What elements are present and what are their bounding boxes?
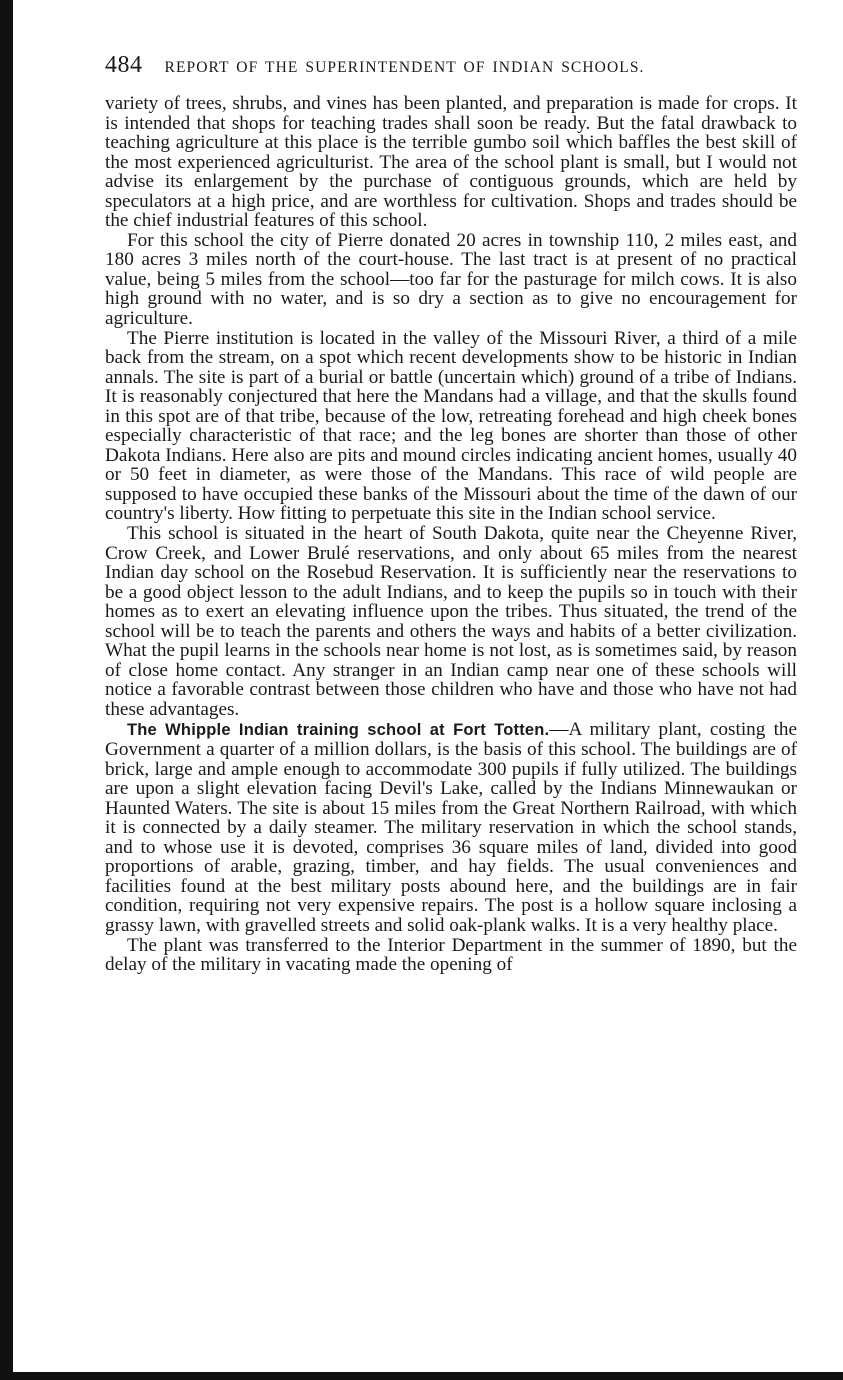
section-heading-fort-totten: The Whipple Indian training school at Fort Totten. [127,720,550,739]
running-title: REPORT OF THE SUPERINTENDENT OF INDIAN SCHOOLS. [164,59,645,76]
scan-shadow-bottom [0,1372,843,1380]
paragraph-pierre-site: The Pierre institution is located in the valley of the Missouri River, a third of a mile back from the stream, on a spot which recent developments show to be historic in Indian annals. The site is part of a burial or battle (uncertain which) ground of a tribe of Indians. It is reasonably conjectured that here the Mandans had a village, and that the skulls found in this spot are of that tribe, because of the low, retreating forehead and high cheek bones especially characteristic of that race; and the leg bones are shorter than those of other Dakota Indians. Here also are pits and mound circles indicating ancient homes, usually 40 or 50 feet in diameter, as were those of the Mandans. This race of wild people are supposed to have occupied these banks of the Missouri about the time of the dawn of our country's liberty. How fitting to perpetuate this site in the Indian school service. [105,327,797,525]
document-page [105,52,797,975]
paragraph-fort-totten-body: —A military plant, costing the Government a quarter of a million dollars, is the basis of this school. The buildings are of brick, large and ample enough to accommodate 300 pupils if fully utilized. The buildings are upon a slight elevation facing Devil's Lake, called by the Indians Minnewaukan or Haunted Waters. The site is about 15 miles from the Great Northern Railroad, with which it is connected by a daily steamer. The military reservation in which the school stands, and to whose use it is devoted, comprises 36 square miles of land, divided into good proportions of arable, grazing, timber, and hay fields. The usual conveniences and facilities found at the best military posts abound here, and the buildings are in fair condition, requiring not very expensive repairs. The post is a hollow square inclosing a grassy lawn, with gravelled streets and solid oak-plank walks. It is a very healthy place. [105,718,798,936]
paragraph-transfer: The plant was transferred to the Interior Department in the summer of 1890, but the delay of the military in vacating made the opening of [105,934,797,976]
paragraph-fort-totten [105,720,797,936]
scan-shadow-left [0,0,13,1380]
paragraph-school-situation: This school is situated in the heart of South Dakota, quite near the Cheyenne River, Crow Creek, and Lower Brulé reservations, and only about 65 miles from the nearest Indian day school on the Rosebud Reservation. It is sufficiently near the reservations to be a good object lesson to the adult Indians, and to keep the pupils so in touch with their homes as to exert an elevating influence upon the tribes. Thus situated, the trend of the school will be to teach the parents and others the ways and habits of a better civilization. What the pupil learns in the schools near home is not lost, as is sometimes said, by reason of close home contact. Any stranger in an Indian camp near one of these schools will notice a favorable contrast between those children who have and those who have not had these advantages. [105,523,797,720]
page-number: 484 [105,52,143,78]
running-header [105,52,797,86]
paragraph-pierre-donation: For this school the city of Pierre donated 20 acres in township 110, 2 miles east, and 180 acres 3 miles north of the court-house. The last tract is at present of no practical value, being 5 miles from the school—too far for the pasturage for milch cows. It is also high ground with no water, and is so dry a section as to give no encouragement for agriculture. [105,229,797,330]
paragraph-continuation: variety of trees, shrubs, and vines has been planted, and preparation is made for crops. It is intended that shops for teaching trades shall soon be ready. But the fatal drawback to teaching agriculture at this place is the terrible gumbo soil which baffles the best skill of the most experienced agriculturist. The area of the school plant is small, but I would not advise its enlargement by the purchase of contiguous grounds, which are held by speculators at a high price, and are worthless for cultivation. Shops and trades should be the chief industrial features of this school. [105,93,797,232]
